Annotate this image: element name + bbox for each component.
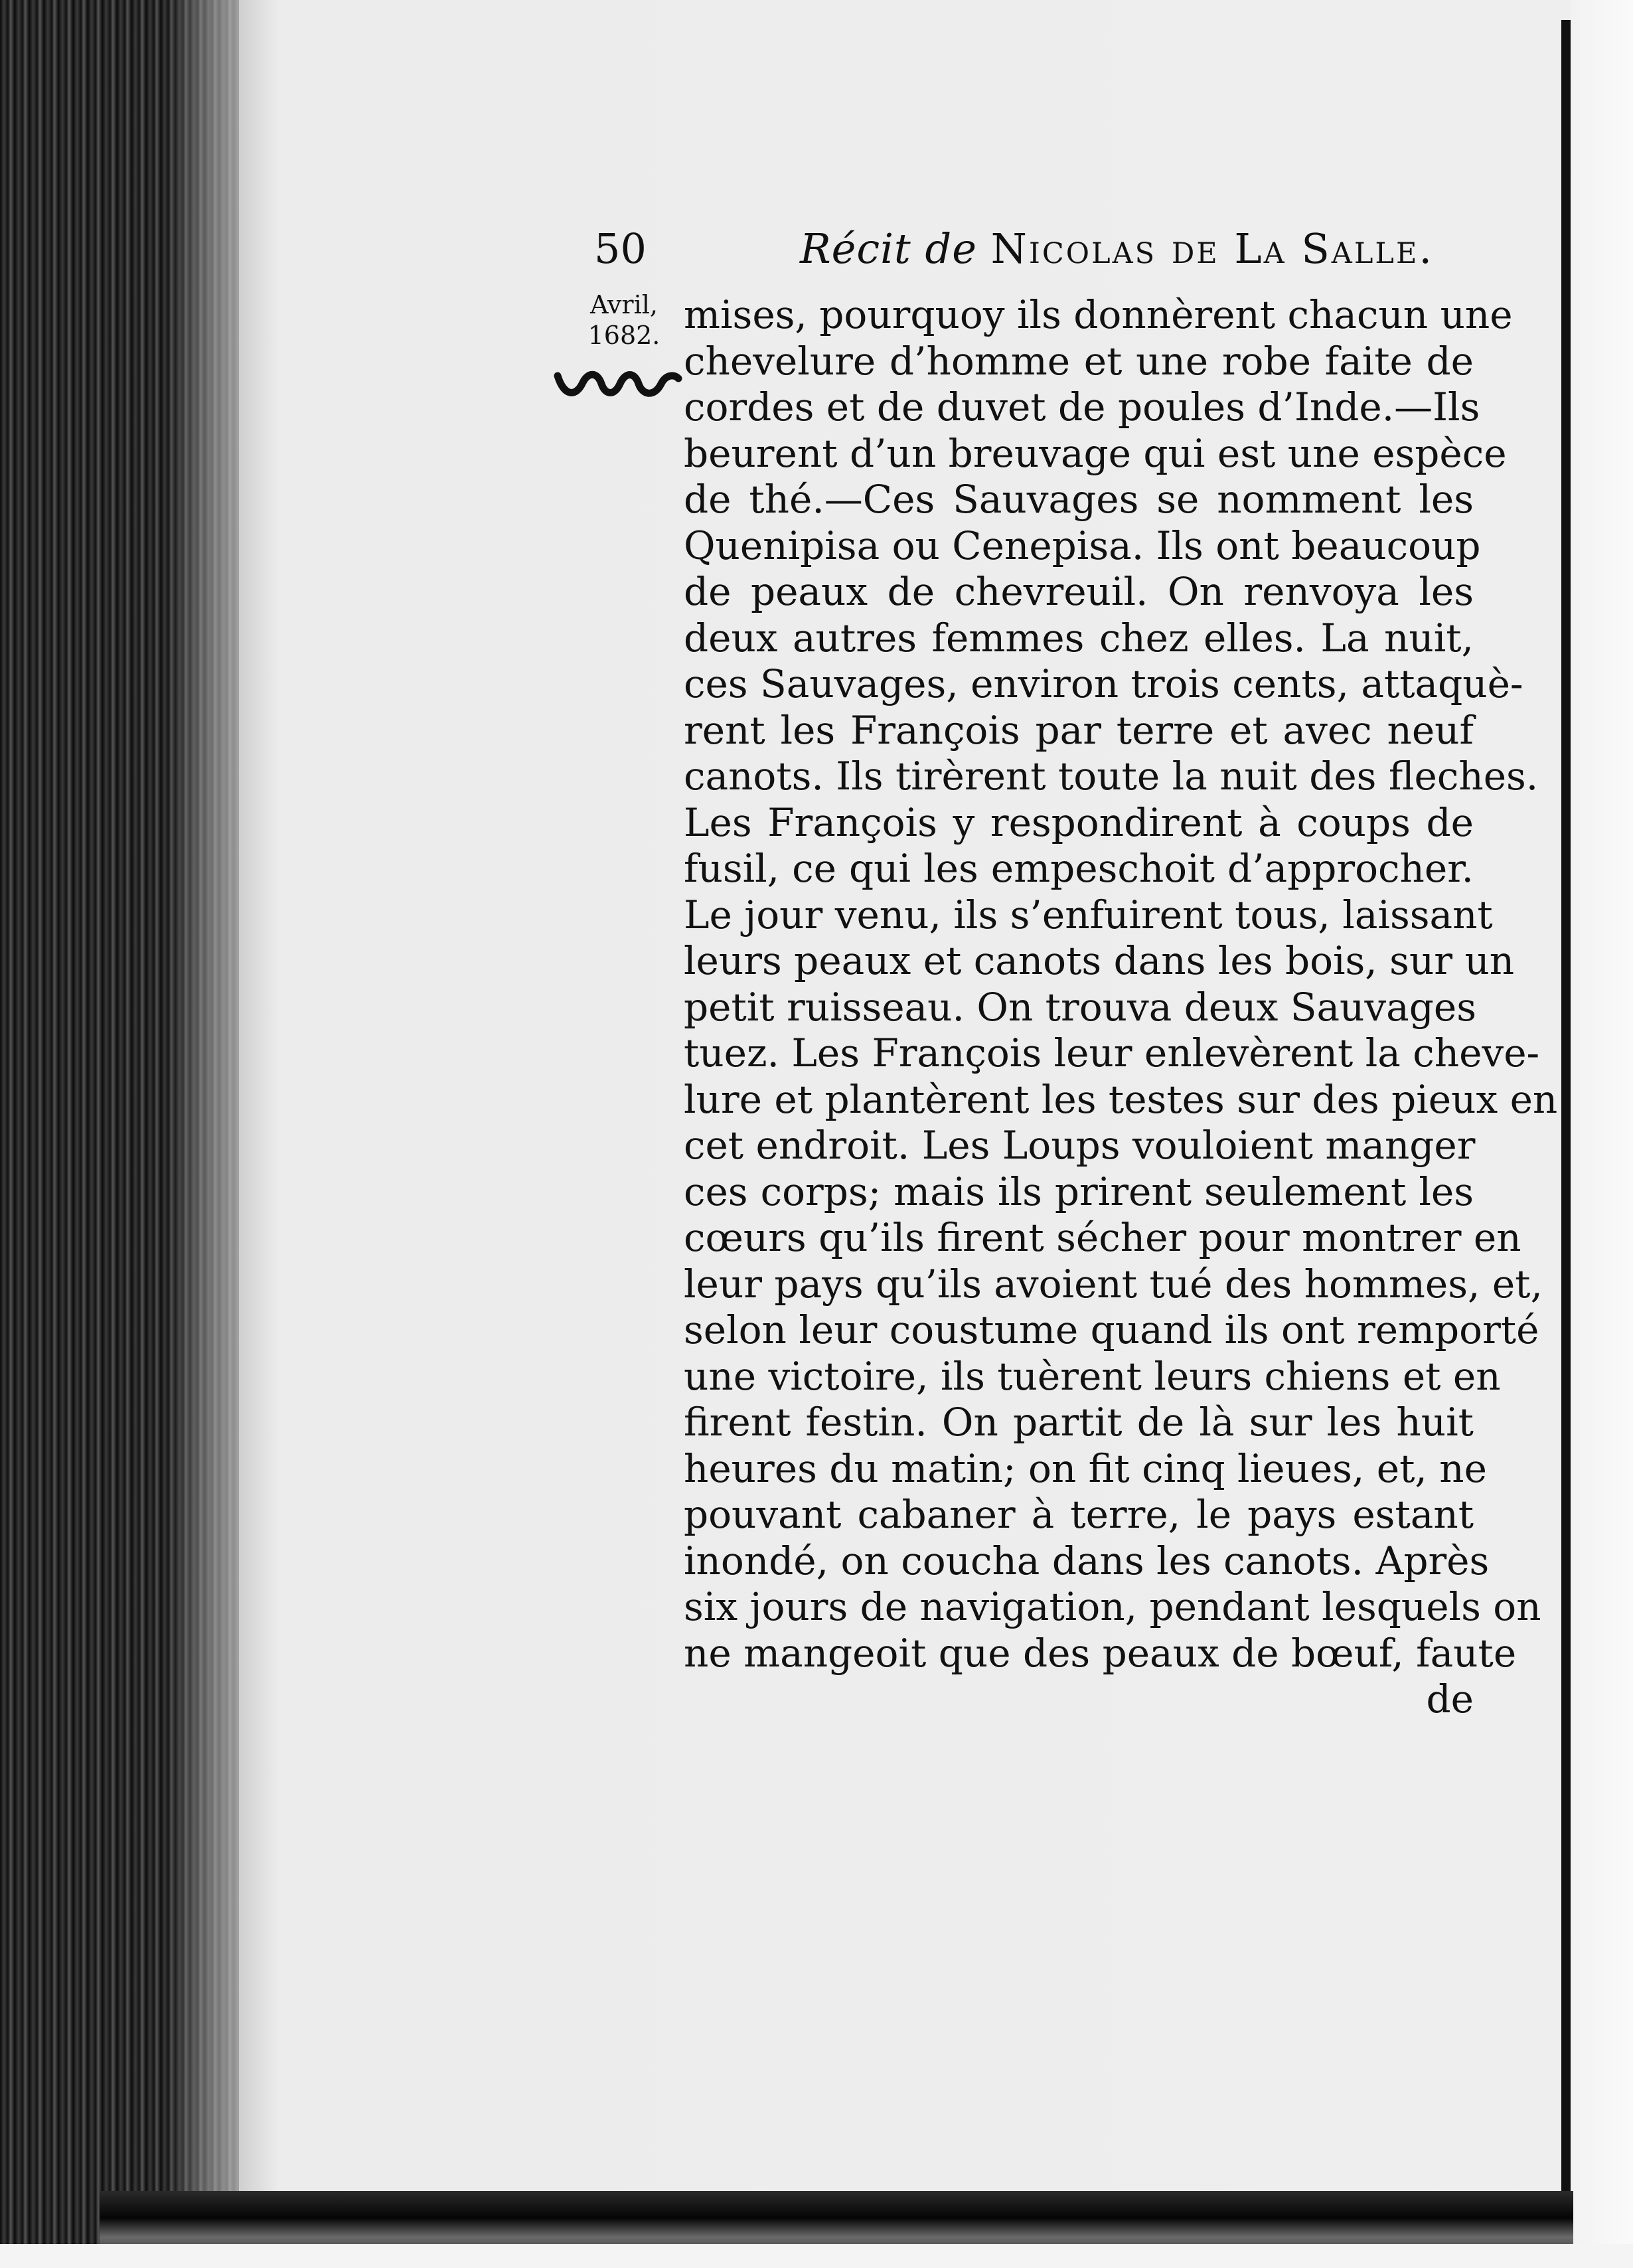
ornament-flourish-icon <box>551 364 684 404</box>
text-line: chevelure d’homme et une robe faite de <box>684 338 1474 384</box>
marginal-year: 1682. <box>587 321 661 350</box>
text-line: lure et plantèrent les testes sur des pieux en <box>684 1076 1558 1122</box>
right-margin-strip <box>1571 0 1633 2268</box>
text-line: une victoire, ils tuèrent leurs chiens et en <box>684 1353 1501 1399</box>
running-title-caps: Nicolas de La Salle. <box>990 224 1435 273</box>
text-line: heures du matin; on fit cinq lieues, et, ne <box>684 1445 1487 1491</box>
text-line: inondé, on coucha dans les canots. Après <box>684 1538 1490 1583</box>
text-line: cœurs qu’ils firent sécher pour montrer en <box>684 1215 1521 1260</box>
page-right-border <box>1561 20 1571 2211</box>
text-line: selon leur coustume quand ils ont remporté <box>684 1307 1539 1352</box>
marginal-date-note <box>578 289 670 351</box>
marginal-month: Avril, <box>590 290 658 319</box>
text-line: rent les François par terre et avec neuf <box>684 707 1474 753</box>
text-line: fusil, ce qui les empeschoit d’approcher. <box>684 846 1474 891</box>
running-title <box>800 224 1434 273</box>
text-line: cet endroit. Les Loups vouloient manger <box>684 1123 1476 1168</box>
text-line: ces corps; mais ils prirent seulement les <box>684 1169 1474 1214</box>
page-number: 50 <box>594 224 647 273</box>
text-line: mises, pourquoy ils donnèrent chacun une <box>684 292 1513 337</box>
text-line: firent festin. On partit de là sur les huit <box>684 1400 1474 1445</box>
text-line: cordes et de duvet de poules d’Inde.—Ils <box>684 384 1480 430</box>
text-line: canots. Ils tirèrent toute la nuit des fleches. <box>684 754 1539 799</box>
book-left-edge <box>0 0 279 2268</box>
text-line: deux autres femmes chez elles. La nuit, <box>684 615 1474 661</box>
text-line: tuez. Les François leur enlevèrent la cheve- <box>684 1030 1540 1076</box>
text-line: Les François y respondirent à coups de <box>684 799 1474 845</box>
text-line: ne mangeoit que des peaux de bœuf, faute <box>684 1630 1517 1676</box>
text-line: ces Sauvages, environ trois cents, attaquè- <box>684 661 1523 706</box>
text-line: pouvant cabaner à terre, le pays estant <box>684 1492 1474 1537</box>
body-text <box>684 292 1558 1723</box>
page-header <box>594 224 1435 284</box>
text-line: Le jour venu, ils s’enfuirent tous, laissant <box>684 892 1493 937</box>
text-line: petit ruisseau. On trouva deux Sauvages <box>684 984 1476 1030</box>
text-line: leur pays qu’ils avoient tué des hommes, et, <box>684 1261 1543 1307</box>
running-title-italic: Récit de <box>800 224 977 273</box>
bottom-margin <box>0 2244 1633 2268</box>
text-line: beurent d’un breuvage qui est une espèce <box>684 430 1507 476</box>
text-line: de <box>1426 1676 1474 1722</box>
text-line: leurs peaux et canots dans les bois, sur un <box>684 938 1515 983</box>
text-line: de thé.—Ces Sauvages se nomment les <box>684 477 1474 522</box>
text-line: de peaux de chevreuil. On renvoya les <box>684 569 1474 614</box>
text-line: Quenipisa ou Cenepisa. Ils ont beaucoup <box>684 523 1481 568</box>
text-line: six jours de navigation, pendant lesquels on <box>684 1584 1541 1629</box>
